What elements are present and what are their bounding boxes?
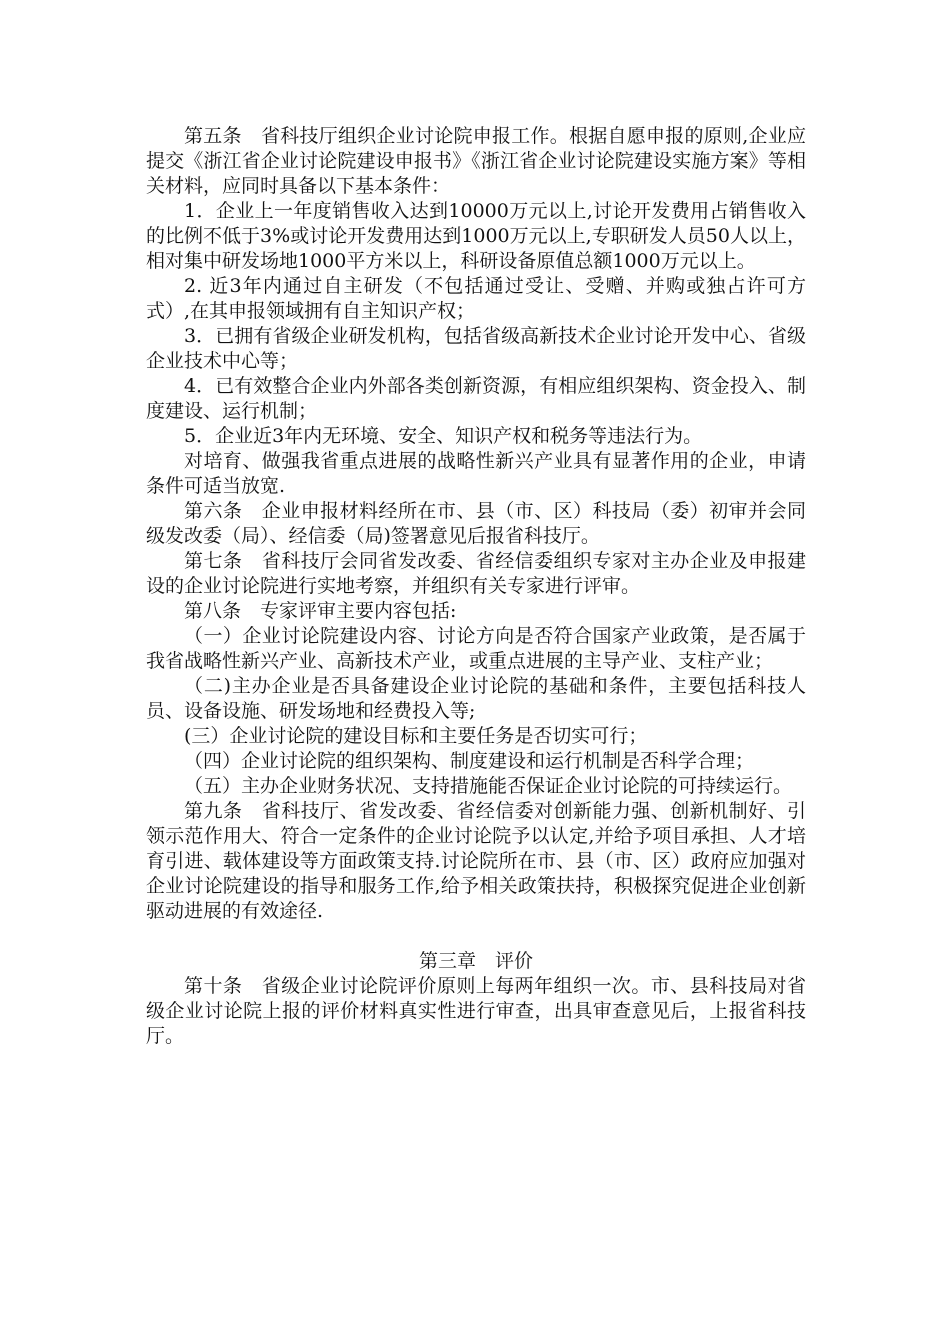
article-6-paragraph: 第六条 企业申报材料经所在市、县（市、区）科技局（委）初审并会同级发改委（局）、经信委（局)签署意见后报省科技厅。: [146, 500, 806, 547]
chapter-heading: 第三章 评价: [418, 950, 533, 972]
article-5-paragraph: 第五条 省科技厅组织企业讨论院申报工作。根据自愿申报的原则,企业应提交《浙江省企业讨论院建设申报书》《浙江省企业讨论院建设实施方案》等相关材料，应同时具备以下基本条件：: [146, 125, 806, 197]
condition-5-paragraph: 5．企业近3年内无环境、安全、知识产权和税务等违法行为。: [184, 425, 703, 447]
article-9-paragraph: 第九条 省科技厅、省发改委、省经信委对创新能力强、创新机制好、引领示范作用大、符合一定条件的企业讨论院予以认定,并给予项目承担、人才培育引进、载体建设等方面政策支持.讨论院所在市、县（市、区）政府应加强对企业讨论院建设的指导和服务工作,给予相关政策扶持，积极探究促进企业创新驱动进展的有效途径.: [146, 800, 806, 922]
review-item-1-paragraph: （一）企业讨论院建设内容、讨论方向是否符合国家产业政策，是否属于我省战略性新兴产业、高新技术产业，或重点进展的主导产业、支柱产业；: [146, 625, 806, 672]
review-item-3-paragraph: (三）企业讨论院的建设目标和主要任务是否切实可行；: [184, 725, 648, 747]
review-item-4-paragraph: （四）企业讨论院的组织架构、制度建设和运行机制是否科学合理；: [184, 750, 755, 772]
document-body: [146, 124, 806, 1049]
condition-1-paragraph: 1．企业上一年度销售收入达到10000万元以上,讨论开发费用占销售收入的比例不低于3%或讨论开发费用达到1000万元以上,专职研发人员50人以上，相对集中研发场地1000平方米以上，科研设备原值总额1000万元以上。: [146, 200, 806, 272]
review-item-2-paragraph: （二)主办企业是否具备建设企业讨论院的基础和条件，主要包括科技人员、设备设施、研发场地和经费投入等;: [146, 675, 806, 722]
article-10-paragraph: 第十条 省级企业讨论院评价原则上每两年组织一次。市、县科技局对省级企业讨论院上报的评价材料真实性进行审查，出具审查意见后，上报省科技厅。: [146, 975, 806, 1047]
condition-2-paragraph: 2. 近3年内通过自主研发（不包括通过受让、受赠、并购或独占许可方式）,在其申报领域拥有自主知识产权；: [146, 275, 806, 322]
article-8-paragraph: 第八条 专家评审主要内容包括:: [184, 600, 457, 622]
review-item-5-paragraph: （五）主办企业财务状况、支持措施能否保证企业讨论院的可持续运行。: [184, 775, 793, 797]
article-7-paragraph: 第七条 省科技厅会同省发改委、省经信委组织专家对主办企业及申报建设的企业讨论院进行实地考察，并组织有关专家进行评审。: [146, 550, 806, 597]
condition-4-paragraph: 4．已有效整合企业内外部各类创新资源，有相应组织架构、资金投入、制度建设、运行机制；: [146, 375, 806, 422]
relaxation-paragraph: 对培育、做强我省重点进展的战略性新兴产业具有显著作用的企业，申请条件可适当放宽.: [146, 450, 806, 497]
condition-3-paragraph: 3．已拥有省级企业研发机构，包括省级高新技术企业讨论开发中心、省级企业技术中心等；: [146, 325, 806, 372]
